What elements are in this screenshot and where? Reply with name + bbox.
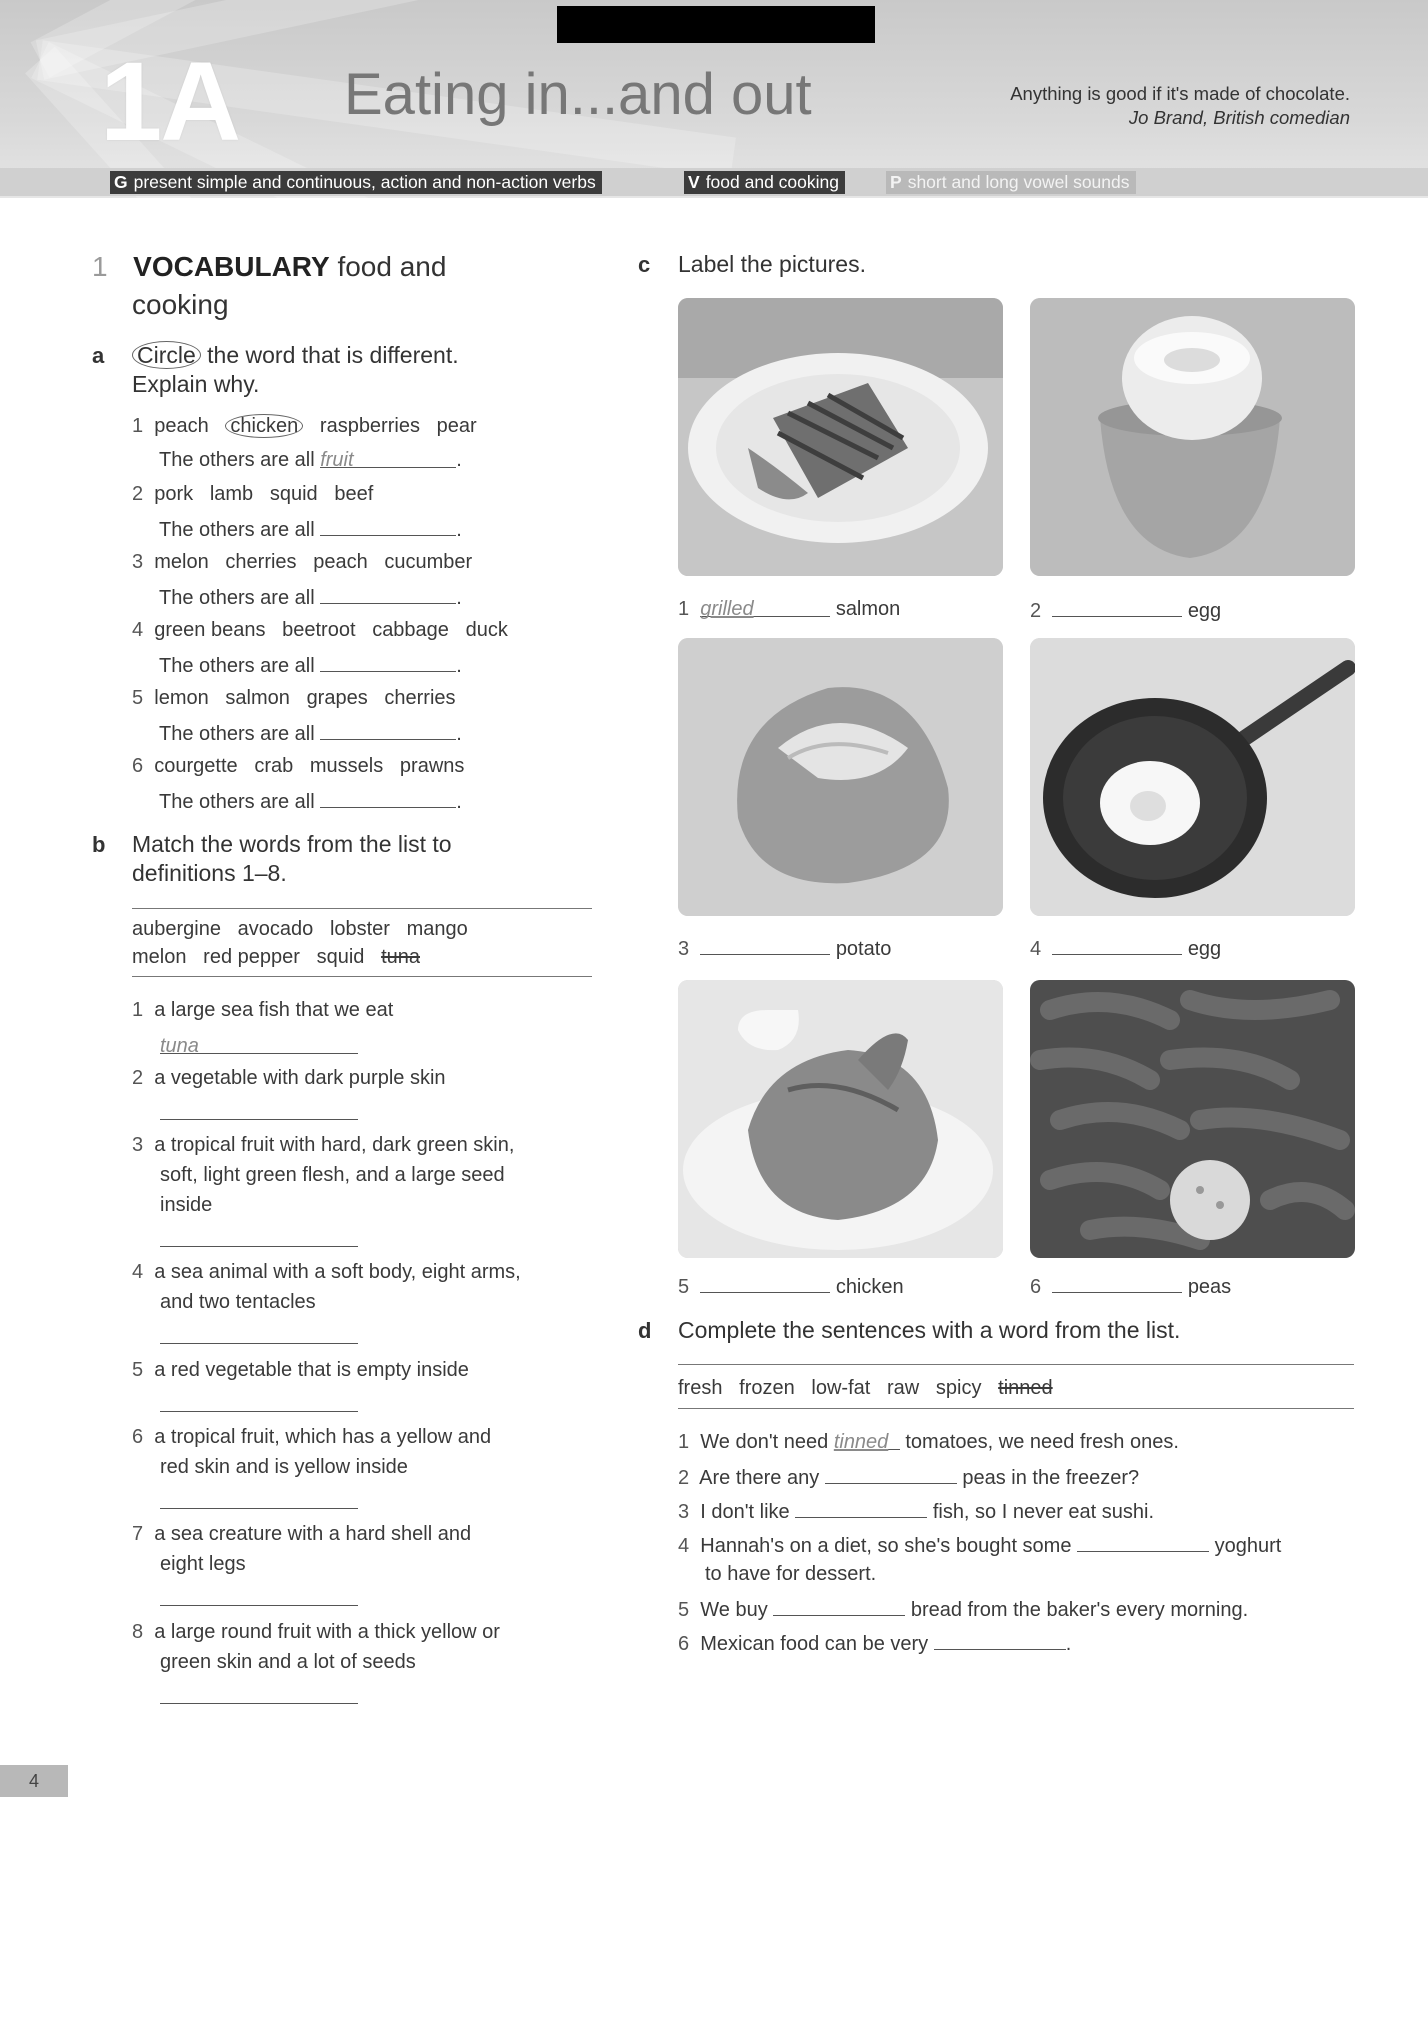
item-number: 4 [1030,938,1042,960]
definition-text: inside [160,1194,213,1216]
vocabulary-tag [684,171,845,194]
item-number: 3 [132,1134,144,1156]
item-number: 5 [678,1276,690,1298]
item-word: cabbage [372,619,449,641]
list-word: avocado [237,918,314,940]
redaction-bar [557,6,875,43]
definition-text: a red vegetable that is empty inside [154,1359,469,1381]
list-word: red pepper [203,946,300,968]
exercise-d-instruction: Complete the sentences with a word from the list. [678,1317,1181,1343]
item-word: salmon [225,687,290,709]
sentence-after: peas in the freezer? [962,1467,1140,1489]
exercise-a-answer-line: The others are all fruit . [159,449,462,471]
handwritten-answer: fruit [320,449,354,471]
answer-blank[interactable] [700,934,830,955]
list-word: melon [132,946,187,968]
handwritten-answer: tuna [160,1035,199,1057]
definition-item [132,1424,491,1450]
exercise-a-instruction [132,341,459,370]
item-number: 3 [678,938,690,960]
answer-blank[interactable] [1052,934,1182,955]
item-word: lemon [154,687,209,709]
item-word: cherries [384,687,456,709]
page-title: Eating in...and out [344,62,812,127]
grammar-tag-letter: G [114,172,128,192]
item-number: 8 [132,1621,144,1643]
picture-label [1030,1272,1231,1300]
list-word: lobster [329,918,390,940]
sentence-after: yoghurt [1214,1535,1282,1557]
others-prefix: The others are all [159,449,315,471]
item-word: pork [154,483,194,505]
others-prefix: The others are all [159,723,315,745]
list-word: spicy [935,1377,982,1399]
circle-word: Circle [132,341,201,369]
item-number: 5 [132,687,144,709]
unit-number: 1A [100,39,240,164]
item-number: 1 [678,598,690,620]
item-number: 4 [132,1261,144,1283]
item-number: 4 [132,619,144,641]
definition-text: a sea creature with a hard shell and [154,1523,472,1545]
exercise-b-word-list-line1 [132,916,468,942]
photo-roast-chicken [678,980,1003,1258]
definition-item [132,997,393,1023]
item-word: cucumber [384,551,473,573]
definition-text: a large round fruit with a thick yellow or [154,1621,500,1643]
item-number: 3 [132,551,144,573]
answer-blank[interactable] [160,1323,358,1344]
item-word: prawns [399,755,465,777]
item-word: grapes [306,687,368,709]
quote [1010,82,1350,130]
item-word: pear [436,415,477,437]
definition-text: and two tentacles [160,1291,316,1313]
answer-blank[interactable] [160,1391,358,1412]
item-word: beetroot [282,619,356,641]
exercise-a-answer-line: The others are all . [132,583,508,617]
definition-text: a sea animal with a soft body, eight arms, [154,1261,521,1283]
exercise-a-instruction-line2: Explain why. [132,371,260,397]
picture-noun: egg [1187,938,1222,960]
picture-noun: peas [1187,1276,1232,1298]
answer-blank[interactable] [320,447,456,471]
item-word: cherries [225,551,297,573]
item-word: peach [313,551,368,573]
definition-text: soft, light green flesh, and a large seed [160,1164,505,1186]
answer-blank[interactable] [795,1497,927,1518]
definition-item [132,1357,469,1383]
sentence-item [678,1429,1179,1455]
sentence-before: Mexican food can be very [700,1633,929,1655]
sentence-continuation: to have for dessert. [705,1563,877,1585]
picture-noun: egg [1187,600,1222,622]
item-number: 6 [1030,1276,1042,1298]
sentence-before: We buy [700,1599,768,1621]
item-word: duck [465,619,508,641]
others-prefix: The others are all [159,519,315,541]
item-number: 6 [678,1633,690,1655]
picture-noun: salmon [835,598,901,620]
definition-item [132,1065,446,1091]
pronunciation-tag-letter: P [890,172,902,192]
item-word: squid [269,483,318,505]
grammar-tag [110,171,602,194]
list-word: fresh [678,1377,723,1399]
exercise-a-item [132,685,508,719]
definition-item [132,1132,514,1158]
section-title-line2: cooking [132,289,229,320]
exercise-b-word-list-line2 [132,944,420,970]
others-prefix: The others are all [159,655,315,677]
list-word-used: tinned [998,1377,1053,1399]
list-word: squid [316,946,365,968]
exercise-a-answer-line: The others are all . [132,515,508,549]
definition-text: a large sea fish that we eat [154,999,394,1021]
word-list-rule-bottom [132,976,592,977]
exercise-a-instruction-rest: the word that is different. [207,342,459,368]
exercise-a-list [132,413,508,821]
quote-author: Jo Brand, British comedian [1128,107,1350,128]
answer-blank[interactable] [1052,596,1182,617]
exercise-a-item [132,549,508,583]
sentence-before: Hannah's on a diet, so she's bought some [700,1535,1072,1557]
exercise-a-answer-line: The others are all . [132,787,508,821]
list-word: low-fat [811,1377,871,1399]
item-number: 5 [132,1359,144,1381]
exercise-a-answer-line: The others are all . [132,651,508,685]
answer-blank[interactable] [320,719,456,740]
word-list-rule-top [132,908,592,909]
definition-text: a tropical fruit, which has a yellow and [154,1426,492,1448]
picture-label [1030,596,1221,624]
answer-blank[interactable] [934,1629,1066,1650]
pronunciation-tag [886,171,1136,194]
exercise-c-letter: c [638,252,651,277]
item-word: green beans [154,619,266,641]
definition-text: eight legs [160,1553,246,1575]
exercise-b-letter: b [92,832,106,857]
exercise-a-item [132,481,508,515]
answer-blank[interactable] [1077,1531,1209,1552]
item-number: 7 [132,1523,144,1545]
photo-baked-potato [678,638,1003,916]
word-list-rule-bottom [678,1408,1354,1409]
item-number: 2 [132,483,144,505]
answer-blank[interactable] [160,1099,358,1120]
answer-blank[interactable] [160,1488,358,1509]
list-word: frozen [739,1377,795,1399]
item-number: 1 [132,999,144,1021]
list-word: mango [406,918,468,940]
picture-label [678,1272,904,1300]
picture-label [678,934,891,962]
answer-blank[interactable] [160,1033,358,1057]
exercise-a-item [132,617,508,651]
exercise-a-answer-line: The others are all . [132,719,508,753]
item-number: 5 [678,1599,690,1621]
item-word: crab [254,755,294,777]
picture-noun: potato [835,938,892,960]
answer-blank[interactable] [700,596,830,620]
answer-blank[interactable] [825,1463,957,1484]
exercise-d-word-list [678,1375,1053,1401]
item-number: 2 [1030,600,1042,622]
definition-item [132,1619,500,1645]
item-number: 3 [678,1501,690,1523]
item-number: 2 [132,1067,144,1089]
exercise-b-instruction-line2: definitions 1–8. [132,860,287,886]
vocabulary-tag-letter: V [688,172,700,192]
definition-item [132,1259,521,1285]
definition-item [132,1521,471,1547]
definition-text: a tropical fruit with hard, dark green skin, [154,1134,515,1156]
answer-blank[interactable] [773,1595,905,1616]
sentence-after: tomatoes, we need fresh ones. [905,1431,1179,1453]
item-number: 6 [132,1426,144,1448]
sentence-before: I don't like [700,1501,790,1523]
pronunciation-tag-text: short and long vowel sounds [907,172,1130,192]
exercise-a-letter: a [92,343,105,368]
item-word: lamb [209,483,254,505]
section-number: 1 [92,251,108,282]
exercise-c-instruction: Label the pictures. [678,251,866,277]
answer-blank[interactable] [320,515,456,536]
page-number: 4 [0,1765,68,1797]
item-number: 1 [132,415,144,437]
photo-peas [1030,980,1355,1258]
others-prefix: The others are all [159,791,315,813]
sentence-after: bread from the baker's every morning. [910,1599,1249,1621]
sentence-before: Are there any [699,1467,820,1489]
sentence-before: We don't need [700,1431,829,1453]
picture-label [1030,934,1221,962]
definition-text: green skin and a lot of seeds [160,1651,416,1673]
photo-grilled-salmon [678,298,1003,576]
list-word-used: tuna [381,946,420,968]
answer-blank[interactable] [700,1272,830,1293]
answer-blank[interactable] [320,787,456,808]
item-word: raspberries [319,415,420,437]
quote-text: Anything is good if it's made of chocolate. [1010,83,1350,104]
sentence-item [678,1595,1248,1623]
sentence-item [678,1497,1154,1525]
vocabulary-tag-text: food and cooking [705,172,839,192]
item-word: mussels [309,755,384,777]
handwritten-answer: tinned [833,1431,889,1453]
item-number: 1 [678,1431,690,1453]
others-prefix: The others are all [159,587,315,609]
item-number: 2 [678,1467,690,1489]
answer-blank[interactable] [1052,1272,1182,1293]
item-number: 4 [678,1535,690,1557]
sentence-item [678,1463,1139,1491]
sentence-item [678,1629,1071,1657]
item-word: beef [334,483,374,505]
exercise-b-instruction-line1: Match the words from the list to [132,831,452,857]
item-number: 6 [132,755,144,777]
sentence-after: . [1065,1633,1072,1655]
item-word: peach [154,415,209,437]
picture-noun: chicken [835,1276,904,1298]
definition-text: a vegetable with dark purple skin [154,1067,446,1089]
section-heading [92,248,446,286]
item-word: melon [154,551,209,573]
photo-boiled-egg [1030,298,1355,576]
answer-blank[interactable] [320,583,456,604]
answer-blank[interactable] [160,1683,358,1704]
sentence-after: fish, so I never eat sushi. [932,1501,1155,1523]
definition-text: red skin and is yellow inside [160,1456,408,1478]
picture-label [678,596,900,622]
section-title-rest: food and [337,251,447,282]
grammar-tag-text: present simple and continuous, action and non-action verbs [133,172,596,192]
answer-blank[interactable] [160,1226,358,1247]
handwritten-answer: grilled [700,598,754,620]
answer-blank[interactable] [833,1429,900,1453]
list-word: raw [886,1377,920,1399]
list-word: aubergine [132,918,221,940]
section-title-bold: VOCABULARY [133,251,330,282]
exercise-a-item [132,753,508,787]
item-word-circled: chicken [225,414,303,438]
sentence-item [678,1531,1281,1559]
word-list-rule-top [678,1364,1354,1365]
exercise-a-item [132,413,508,447]
answer-blank[interactable] [320,651,456,672]
answer-blank[interactable] [160,1585,358,1606]
photo-fried-egg [1030,638,1355,916]
item-word: courgette [154,755,238,777]
exercise-d-letter: d [638,1318,652,1343]
